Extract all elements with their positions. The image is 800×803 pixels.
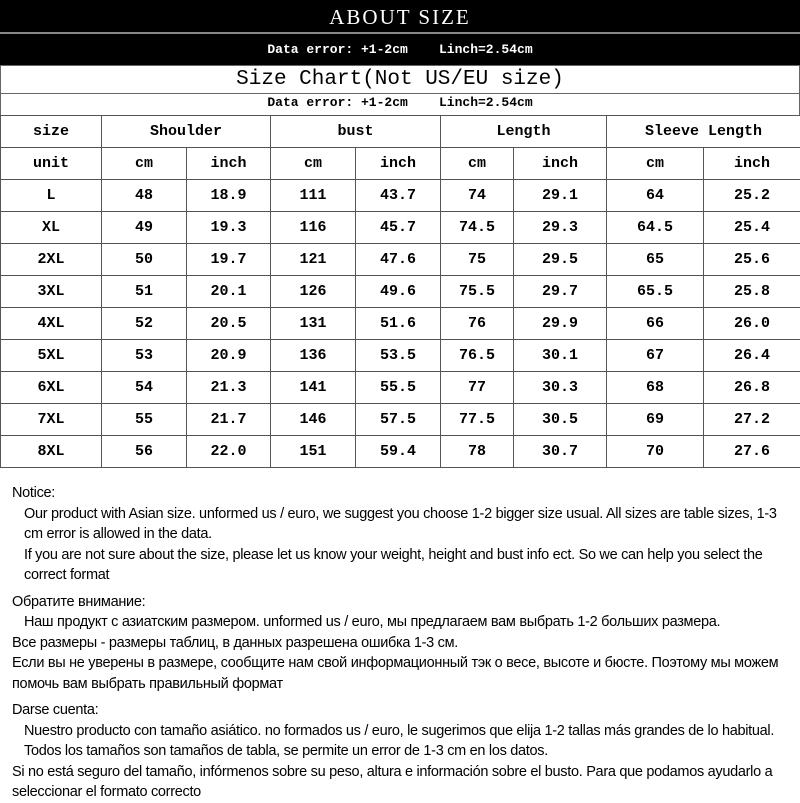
value-cell: 65 [607,244,704,276]
notice-en-p1: Our product with Asian size. unformed us / euro, we suggest you choose 1-2 bigger size usual. All sizes are table sizes, 1-3 cm error is allowed in the data. [12,504,797,545]
value-cell: inch [187,148,271,180]
value-cell: 26.4 [704,340,800,372]
size-cell: 3XL [1,276,102,308]
value-cell: 74 [441,180,514,212]
table-row [1,340,800,372]
value-cell: 76.5 [441,340,514,372]
value-cell: 77.5 [441,404,514,436]
notice-ru-title: Обратите внимание: [12,592,797,613]
value-cell: 121 [271,244,356,276]
notice-ru-p1: Наш продукт с азиатским размером. unformed us / euro, мы предлагаем вам выбрать 1-2 больших размера. [12,612,797,633]
value-cell: 52 [102,308,187,340]
value-cell: 27.6 [704,436,800,468]
value-cell: 146 [271,404,356,436]
notice-ru-p2: Все размеры - размеры таблиц, в данных разрешена ошибка 1-3 см. [12,633,797,654]
value-cell: 64.5 [607,212,704,244]
size-chart-title: Size Chart(Not US/EU size) [0,65,800,94]
size-cell: 2XL [1,244,102,276]
value-cell: 25.4 [704,212,800,244]
size-cell: 6XL [1,372,102,404]
header-length: Length [441,116,607,148]
table-row [1,404,800,436]
value-cell: 151 [271,436,356,468]
size-cell: 4XL [1,308,102,340]
value-cell: 47.6 [356,244,441,276]
value-cell: inch [514,148,607,180]
value-cell: 69 [607,404,704,436]
value-cell: cm [102,148,187,180]
value-cell: 57.5 [356,404,441,436]
unit-header-row [1,148,800,180]
value-cell: 75.5 [441,276,514,308]
value-cell: 59.4 [356,436,441,468]
value-cell: 26.0 [704,308,800,340]
table-row [1,276,800,308]
value-cell: 21.7 [187,404,271,436]
value-cell: 27.2 [704,404,800,436]
value-cell: 76 [441,308,514,340]
size-chart-data-error: Data error: +1-2cm Linch=2.54cm [0,93,800,116]
value-cell: 136 [271,340,356,372]
value-cell: inch [356,148,441,180]
header-bust: bust [271,116,441,148]
value-cell: 29.7 [514,276,607,308]
value-cell: 55 [102,404,187,436]
value-cell: cm [271,148,356,180]
value-cell: 29.5 [514,244,607,276]
value-cell: 25.8 [704,276,800,308]
value-cell: 19.3 [187,212,271,244]
value-cell: 21.3 [187,372,271,404]
value-cell: 68 [607,372,704,404]
value-cell: cm [607,148,704,180]
value-cell: 26.8 [704,372,800,404]
value-cell: 116 [271,212,356,244]
value-cell: 111 [271,180,356,212]
value-cell: 51.6 [356,308,441,340]
value-cell: 126 [271,276,356,308]
value-cell: 75 [441,244,514,276]
value-cell: 43.7 [356,180,441,212]
value-cell: 50 [102,244,187,276]
value-cell: 20.9 [187,340,271,372]
value-cell: 45.7 [356,212,441,244]
value-cell: 53.5 [356,340,441,372]
header-sleeve-length: Sleeve Length [607,116,800,148]
value-cell: 30.7 [514,436,607,468]
value-cell: 77 [441,372,514,404]
value-cell: 25.2 [704,180,800,212]
value-cell: inch [704,148,800,180]
notice-en-p2: If you are not sure about the size, please let us know your weight, height and bust info ect. So we can help you select the correct format [12,545,797,586]
value-cell: 29.3 [514,212,607,244]
value-cell: 51 [102,276,187,308]
value-cell: 30.5 [514,404,607,436]
notice-es-p1: Nuestro producto con tamaño asiático. no formados us / euro, le sugerimos que elija 1-2 tallas más grandes de lo habitual. Todos los tamaños son tamaños de tabla, se permite un error de 1-3 cm en los datos. [12,721,797,762]
size-table [0,115,800,468]
notice-ru-p3: Если вы не уверены в размере, сообщите нам свой информационный тэк о весе, высоте и бюсте. Поэтому мы можем помочь вам выбрать правильный формат [12,653,797,694]
size-cell: unit [1,148,102,180]
value-cell: 22.0 [187,436,271,468]
value-cell: 18.9 [187,180,271,212]
value-cell: 30.1 [514,340,607,372]
value-cell: 30.3 [514,372,607,404]
value-cell: 67 [607,340,704,372]
value-cell: 70 [607,436,704,468]
header-size: size [1,116,102,148]
size-cell: 8XL [1,436,102,468]
header-shoulder: Shoulder [102,116,271,148]
data-error-banner: Data error: +1-2cm Linch=2.54cm [0,34,800,65]
table-row [1,372,800,404]
value-cell: 131 [271,308,356,340]
value-cell: 66 [607,308,704,340]
table-row [1,308,800,340]
about-size-banner: ABOUT SIZE [0,0,800,34]
value-cell: cm [441,148,514,180]
value-cell: 64 [607,180,704,212]
table-row [1,244,800,276]
value-cell: 78 [441,436,514,468]
notice-en-title: Notice: [12,483,797,504]
table-row [1,212,800,244]
value-cell: 54 [102,372,187,404]
size-cell: L [1,180,102,212]
value-cell: 48 [102,180,187,212]
value-cell: 49.6 [356,276,441,308]
value-cell: 74.5 [441,212,514,244]
value-cell: 20.5 [187,308,271,340]
value-cell: 20.1 [187,276,271,308]
size-cell: 7XL [1,404,102,436]
size-cell: 5XL [1,340,102,372]
value-cell: 55.5 [356,372,441,404]
value-cell: 56 [102,436,187,468]
value-cell: 141 [271,372,356,404]
notice-section [12,483,797,803]
notice-es-p2: Si no está seguro del tamaño, infórmenos sobre su peso, altura e información sobre el busto. Para que podamos ayudarlo a seleccionar el formato correcto [12,762,797,803]
table-row [1,180,800,212]
value-cell: 25.6 [704,244,800,276]
notice-es-title: Darse cuenta: [12,700,797,721]
value-cell: 29.1 [514,180,607,212]
group-header-row [1,116,800,148]
value-cell: 53 [102,340,187,372]
value-cell: 19.7 [187,244,271,276]
table-row [1,436,800,468]
size-cell: XL [1,212,102,244]
value-cell: 49 [102,212,187,244]
value-cell: 65.5 [607,276,704,308]
value-cell: 29.9 [514,308,607,340]
